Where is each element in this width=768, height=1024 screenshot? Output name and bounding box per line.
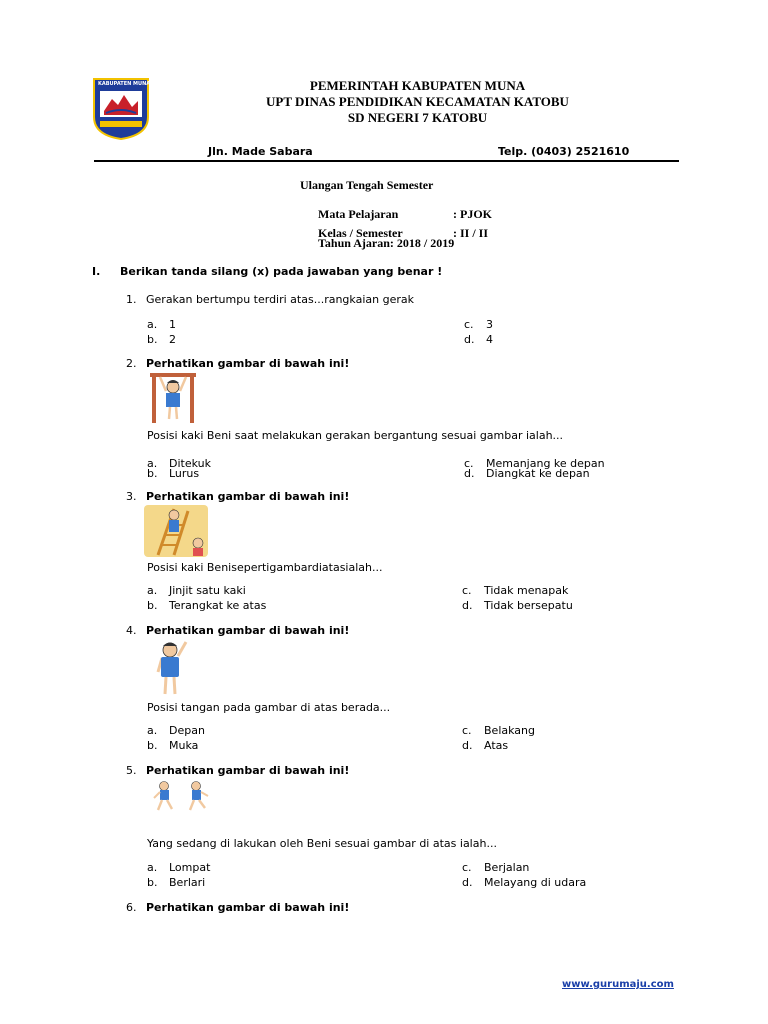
school-emblem-logo	[92, 77, 150, 141]
question-number: 2.	[126, 357, 137, 370]
question-prompt: Perhatikan gambar di bawah ini!	[146, 764, 350, 777]
letterhead-line-3: SD NEGERI 7 KATOBU	[347, 110, 488, 125]
option-letter: c.	[464, 318, 474, 331]
class-value: : II / II	[453, 226, 489, 240]
option-text: Depan	[169, 724, 205, 737]
answer-option[interactable]	[147, 739, 198, 752]
answer-option[interactable]	[462, 724, 535, 737]
option-text: Muka	[169, 739, 199, 752]
section-instruction: Berikan tanda silang (x) pada jawaban yang benar !	[120, 265, 443, 278]
option-letter: d.	[464, 467, 475, 480]
option-text: Melayang di udara	[484, 876, 587, 889]
option-letter: a.	[147, 584, 158, 597]
option-letter: d.	[462, 739, 473, 752]
answer-option[interactable]	[147, 861, 210, 874]
question-prompt: Perhatikan gambar di bawah ini!	[146, 624, 350, 637]
school-phone: Telp. (0403) 2521610	[498, 145, 630, 158]
illustration-two-kids-moving	[152, 780, 214, 817]
answer-option[interactable]	[147, 333, 176, 346]
letterhead-line-2: UPT DINAS PENDIDIKAN KECAMATAN KATOBU	[266, 94, 569, 109]
question-prompt: Perhatikan gambar di bawah ini!	[146, 357, 350, 370]
option-text: Ditekuk	[169, 457, 211, 470]
question-text: Yang sedang di lakukan oleh Beni sesuai gambar di atas ialah...	[147, 837, 497, 850]
option-letter: d.	[462, 876, 473, 889]
option-letter: b.	[147, 467, 158, 480]
answer-option[interactable]	[147, 467, 199, 480]
question-number: 1.	[126, 293, 137, 306]
question-prompt: Perhatikan gambar di bawah ini!	[146, 901, 350, 914]
answer-option[interactable]	[147, 599, 266, 612]
option-letter: b.	[147, 876, 158, 889]
option-text: Diangkat ke depan	[486, 467, 590, 480]
option-letter: a.	[147, 861, 158, 874]
academic-year: Tahun Ajaran: 2018 / 2019	[318, 236, 455, 250]
answer-option[interactable]	[462, 599, 573, 612]
question-text: Posisi kaki Beni saat melakukan gerakan bergantung sesuai gambar ialah...	[147, 429, 564, 442]
option-text: 2	[169, 333, 176, 346]
option-letter: c.	[462, 584, 472, 597]
letterhead-divider	[94, 160, 679, 162]
letterhead-line-1: PEMERINTAH KABUPATEN MUNA	[309, 78, 526, 93]
answer-option[interactable]	[464, 467, 590, 480]
option-letter: c.	[462, 861, 472, 874]
illustration-climbing-ladder	[144, 505, 208, 562]
option-letter: c.	[462, 724, 472, 737]
option-text: 4	[486, 333, 493, 346]
question-text: Posisi kaki Benisepertigambardiatasialah...	[147, 561, 383, 574]
option-letter: b.	[147, 333, 158, 346]
option-text: Memanjang ke depan	[486, 457, 605, 470]
option-text: Tidak menapak	[484, 584, 569, 597]
option-letter: a.	[147, 318, 158, 331]
option-text: Berjalan	[484, 861, 530, 874]
answer-option[interactable]	[464, 318, 493, 331]
section-number: I.	[92, 265, 101, 278]
option-text: Berlari	[169, 876, 206, 889]
option-text: Lurus	[169, 467, 200, 480]
answer-option[interactable]	[147, 318, 176, 331]
option-text: 3	[486, 318, 493, 331]
option-text: Terangkat ke atas	[169, 599, 267, 612]
class-label: Kelas / Semester	[318, 226, 403, 240]
answer-option[interactable]	[462, 876, 586, 889]
answer-option[interactable]	[462, 739, 508, 752]
answer-option[interactable]	[147, 876, 205, 889]
logo-lettering: KABUPATEN MUNA	[98, 81, 151, 87]
question-text: Posisi tangan pada gambar di atas berada...	[147, 701, 391, 714]
school-address: Jln. Made Sabara	[208, 145, 313, 158]
option-text: Belakang	[484, 724, 535, 737]
option-letter: b.	[147, 739, 158, 752]
answer-option[interactable]	[462, 861, 529, 874]
footer-website-link[interactable]: www.gurumaju.com	[562, 979, 674, 990]
illustration-hanging-bar	[148, 371, 198, 428]
option-text: Jinjit satu kaki	[169, 584, 246, 597]
question-number: 5.	[126, 764, 137, 777]
option-text: Atas	[484, 739, 509, 752]
option-letter: a.	[147, 724, 158, 737]
option-letter: a.	[147, 457, 158, 470]
exam-title: Ulangan Tengah Semester	[300, 178, 434, 192]
option-text: Lompat	[169, 861, 211, 874]
option-text: Tidak bersepatu	[484, 599, 573, 612]
option-letter: d.	[464, 333, 475, 346]
option-letter: b.	[147, 599, 158, 612]
option-letter: d.	[462, 599, 473, 612]
illustration-hand-pose	[152, 638, 192, 703]
answer-option[interactable]	[147, 584, 246, 597]
subject-label: Mata Pelajaran	[318, 207, 399, 221]
option-letter: c.	[464, 457, 474, 470]
answer-option[interactable]	[462, 584, 568, 597]
question-number: 3.	[126, 490, 137, 503]
question-number: 4.	[126, 624, 137, 637]
answer-option[interactable]	[147, 724, 205, 737]
question-number: 6.	[126, 901, 137, 914]
answer-option[interactable]	[464, 333, 493, 346]
question-prompt: Perhatikan gambar di bawah ini!	[146, 490, 350, 503]
question-text: Gerakan bertumpu terdiri atas...rangkaian gerak	[146, 293, 414, 306]
subject-value: : PJOK	[453, 207, 492, 221]
option-text: 1	[169, 318, 176, 331]
